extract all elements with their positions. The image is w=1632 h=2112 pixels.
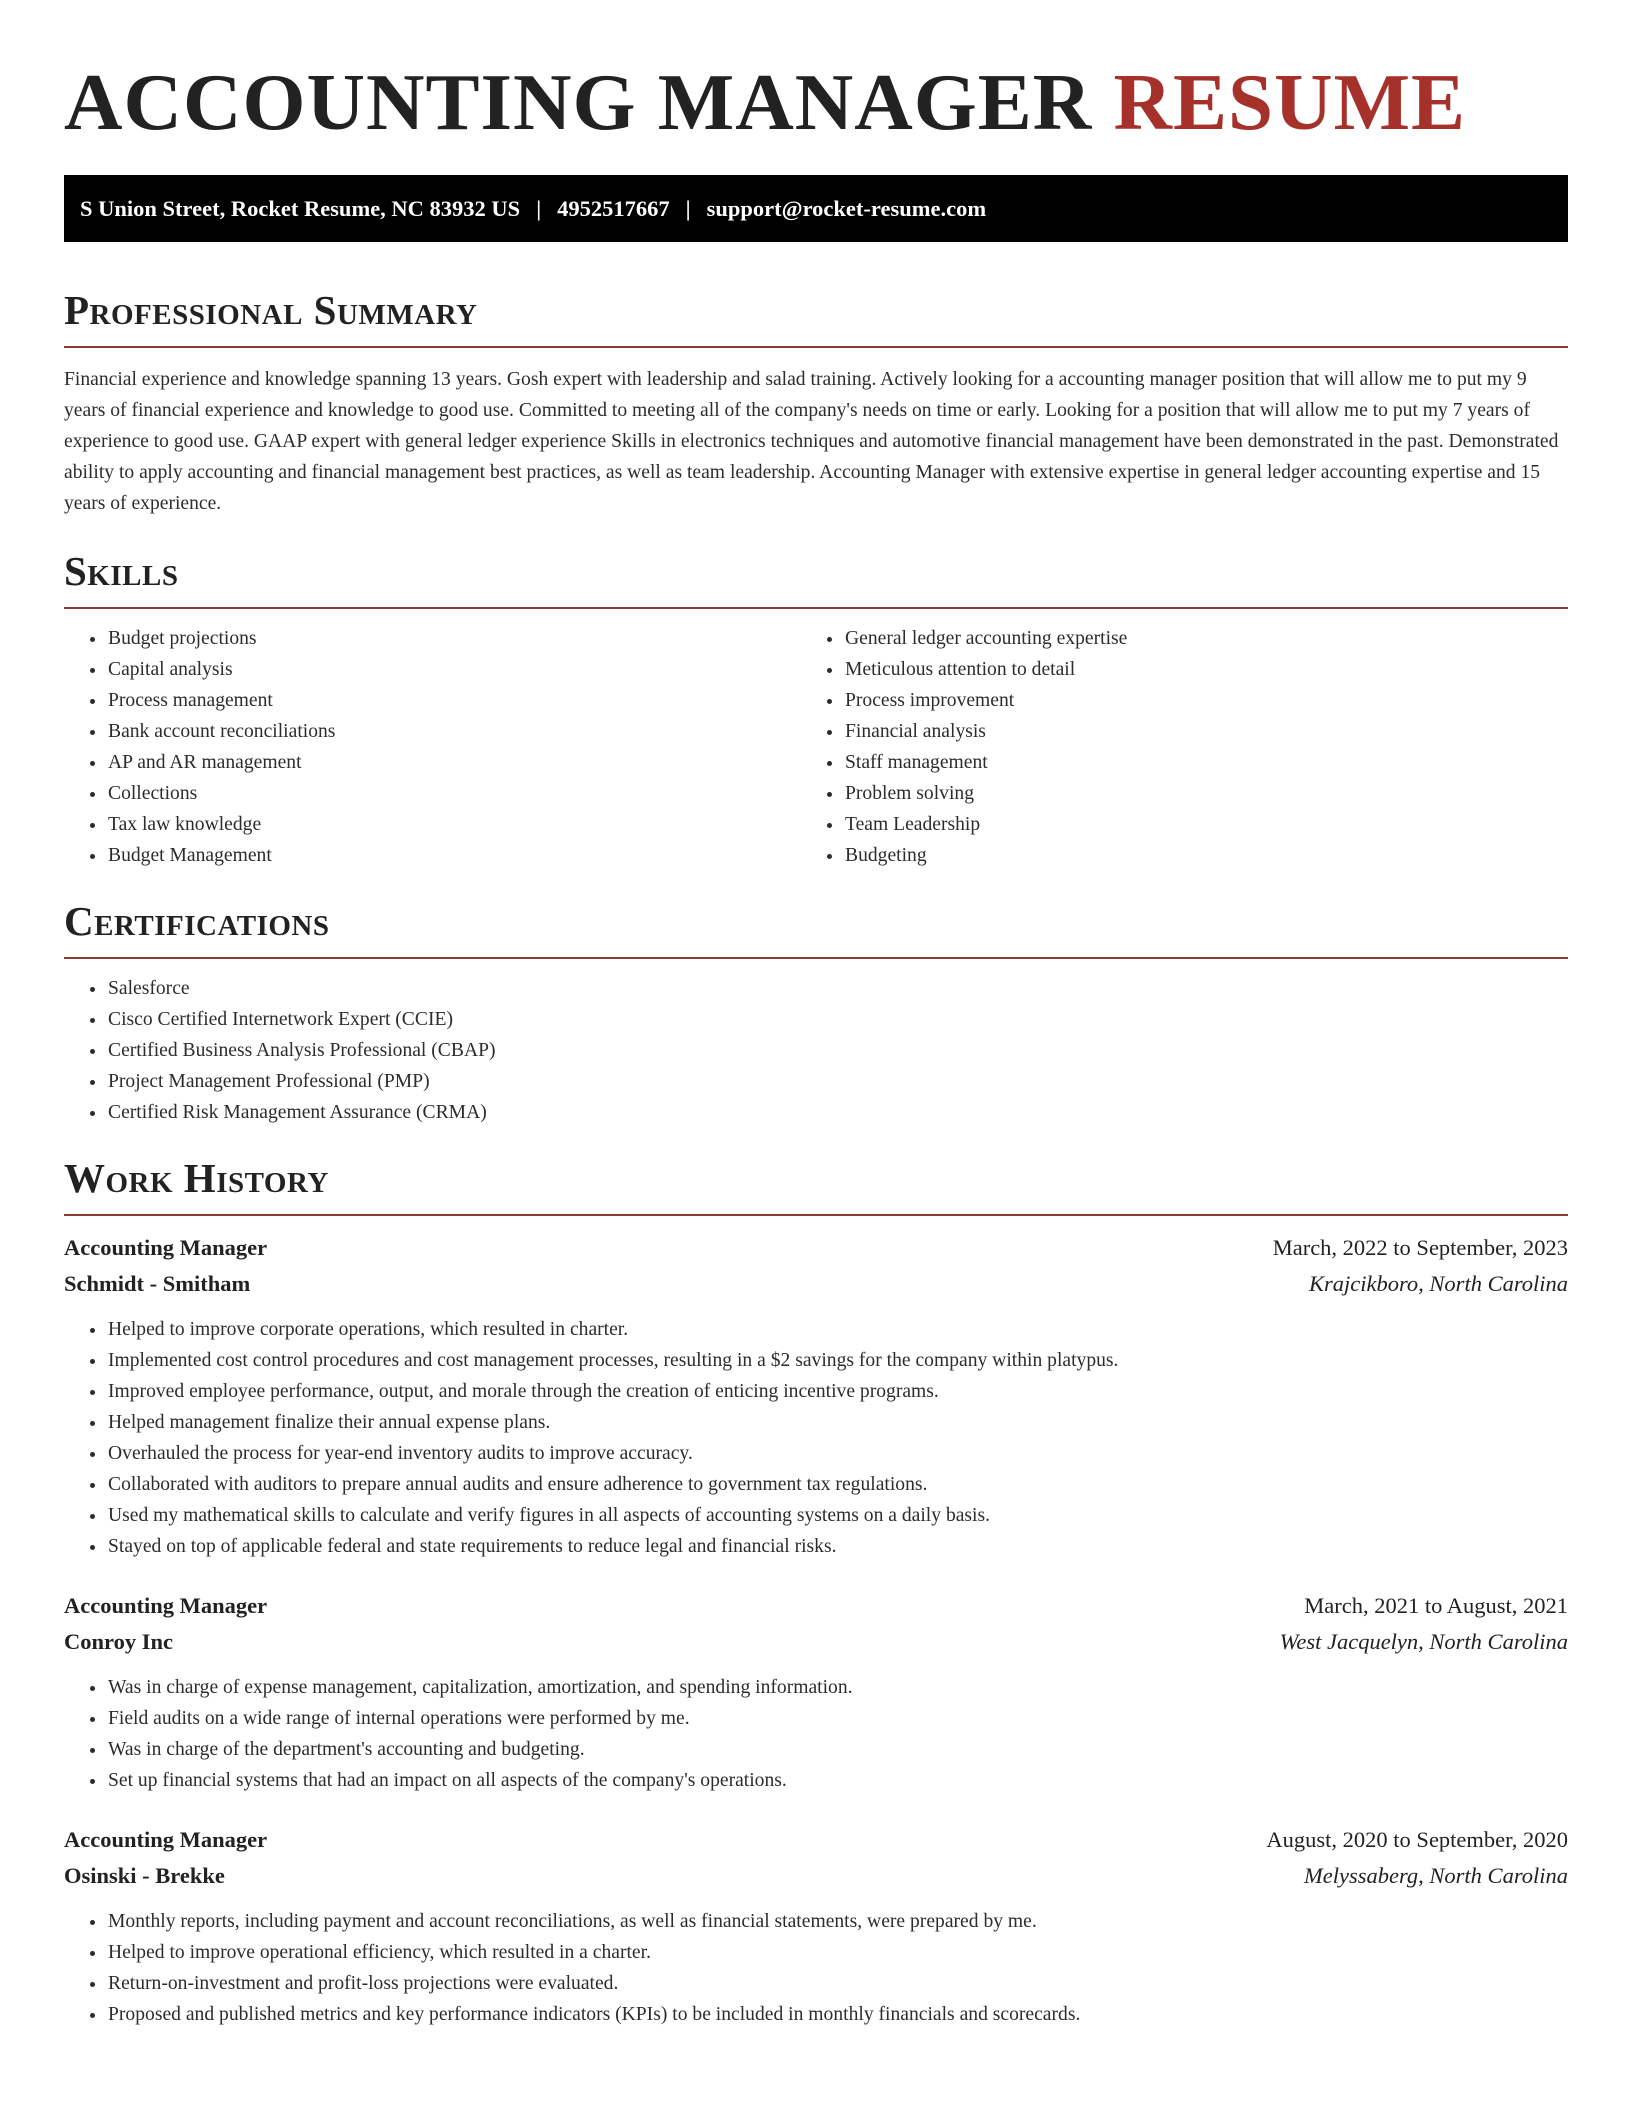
- job-header-row: [64, 1230, 1568, 1266]
- skill-item: • Team Leadership: [844, 809, 1568, 840]
- job-entry: [64, 1822, 1568, 2030]
- job-subheader-row: [64, 1858, 1568, 1894]
- title-accent: RESUME: [1113, 57, 1467, 147]
- job-bullet: • Monthly reports, including payment and account reconciliations, as well as financial statements, were prepared by me.: [107, 1906, 1568, 1937]
- certification-item: • Certified Risk Management Assurance (CRMA): [107, 1097, 1568, 1128]
- job-title: Accounting Manager: [64, 1827, 268, 1852]
- skill-item: • Bank account reconciliations: [107, 716, 801, 747]
- job-title: Accounting Manager: [64, 1593, 268, 1618]
- skill-item: • Problem solving: [844, 778, 1568, 809]
- skill-item: • Meticulous attention to detail: [844, 654, 1568, 685]
- job-bullet: • Return-on-investment and profit-loss projections were evaluated.: [107, 1968, 1568, 1999]
- certifications-section: [64, 897, 1568, 1128]
- section-divider: [64, 957, 1568, 959]
- section-heading-summary: Professional Summary: [64, 287, 478, 333]
- skills-grid: [64, 623, 1568, 871]
- job-subheader-row: [64, 1624, 1568, 1660]
- job-bullet: • Helped to improve operational efficiency, which resulted in a charter.: [107, 1937, 1568, 1968]
- skill-item: • AP and AR management: [107, 747, 801, 778]
- job-dates: March, 2022 to September, 2023: [1272, 1235, 1568, 1260]
- certifications-list: [64, 973, 1568, 1128]
- job-bullet: • Improved employee performance, output, and morale through the creation of enticing incentive programs.: [107, 1376, 1568, 1407]
- job-header-row: [64, 1588, 1568, 1624]
- skill-item: • Tax law knowledge: [107, 809, 801, 840]
- job-bullet: • Used my mathematical skills to calculate and verify figures in all aspects of accounting systems on a daily basis.: [107, 1500, 1568, 1531]
- job-subheader-row: [64, 1266, 1568, 1302]
- contact-phone: 4952517667: [557, 195, 670, 221]
- skills-list-right: [801, 623, 1568, 871]
- skill-item: • Process improvement: [844, 685, 1568, 716]
- section-divider: [64, 346, 1568, 348]
- job-bullet: • Helped management finalize their annual expense plans.: [107, 1407, 1568, 1438]
- resume-title: [64, 52, 1568, 153]
- job-entry: [64, 1588, 1568, 1796]
- job-bullets: [64, 1314, 1568, 1562]
- job-bullet: • Overhauled the process for year-end inventory audits to improve accuracy.: [107, 1438, 1568, 1469]
- contact-address: S Union Street, Rocket Resume, NC 83932 US: [80, 195, 521, 221]
- job-dates: March, 2021 to August, 2021: [1304, 1593, 1568, 1618]
- job-bullet: • Helped to improve corporate operations, which resulted in charter.: [107, 1314, 1568, 1345]
- job-dates: August, 2020 to September, 2020: [1266, 1827, 1568, 1852]
- skill-item: • Financial analysis: [844, 716, 1568, 747]
- skill-item: • Budget projections: [107, 623, 801, 654]
- job-bullets: [64, 1906, 1568, 2030]
- skills-column-left: [64, 623, 801, 871]
- summary-text: Financial experience and knowledge spanning 13 years. Gosh expert with leadership and salad training. Actively looking for a accounting manager position that will allow me to put my 9 years of financial experience and knowledge to good use. Committed to meeting all of the company's needs on time or early. Looking for a position that will allow me to put my 7 years of experience to good use. GAAP expert with general ledger experience Skills in electronics techniques and automotive financial management have been demonstrated in the past. Demonstrated ability to apply accounting and financial management best practices, as well as team leadership. Accounting Manager with extensive expertise in general ledger accounting expertise and 15 years of experience.: [64, 369, 1559, 514]
- job-bullet: • Field audits on a wide range of internal operations were performed by me.: [107, 1703, 1568, 1734]
- section-divider: [64, 607, 1568, 609]
- certification-item: • Salesforce: [107, 973, 1568, 1004]
- job-company: Osinski - Brekke: [64, 1863, 225, 1888]
- skill-item: • Budgeting: [844, 840, 1568, 871]
- job-header-row: [64, 1822, 1568, 1858]
- job-bullet: • Implemented cost control procedures and cost management processes, resulting in a $2 savings for the company within platypus.: [107, 1345, 1568, 1376]
- certification-item: • Project Management Professional (PMP): [107, 1066, 1568, 1097]
- job-location: Krajcikboro, North Carolina: [1309, 1271, 1568, 1296]
- contact-bar: [64, 175, 1568, 242]
- title-main: ACCOUNTING MANAGER: [64, 57, 1093, 147]
- job-location: Melyssaberg, North Carolina: [1304, 1863, 1568, 1888]
- contact-separator: |: [685, 195, 691, 221]
- skills-section: [64, 547, 1568, 871]
- job-location: West Jacquelyn, North Carolina: [1279, 1629, 1568, 1654]
- skill-item: • Staff management: [844, 747, 1568, 778]
- section-heading-skills: Skills: [64, 548, 179, 594]
- job-bullets: [64, 1672, 1568, 1796]
- skill-item: • Process management: [107, 685, 801, 716]
- summary-section: [64, 286, 1568, 519]
- job-company: Schmidt - Smitham: [64, 1271, 251, 1296]
- certification-item: • Certified Business Analysis Professional (CBAP): [107, 1035, 1568, 1066]
- contact-separator: |: [536, 195, 542, 221]
- job-entry: [64, 1230, 1568, 1562]
- skill-item: • Collections: [107, 778, 801, 809]
- job-bullet: • Set up financial systems that had an impact on all aspects of the company's operations.: [107, 1765, 1568, 1796]
- skills-list-left: [64, 623, 801, 871]
- section-divider: [64, 1214, 1568, 1216]
- certification-item: • Cisco Certified Internetwork Expert (CCIE): [107, 1004, 1568, 1035]
- skills-column-right: [801, 623, 1568, 871]
- section-heading-work-history: Work History: [64, 1155, 329, 1201]
- section-heading-certifications: Certifications: [64, 898, 330, 944]
- skill-item: • General ledger accounting expertise: [844, 623, 1568, 654]
- job-bullet: • Was in charge of the department's accounting and budgeting.: [107, 1734, 1568, 1765]
- job-bullet: • Proposed and published metrics and key performance indicators (KPIs) to be included in monthly financials and scorecards.: [107, 1999, 1568, 2030]
- job-bullet: • Collaborated with auditors to prepare annual audits and ensure adherence to government tax regulations.: [107, 1469, 1568, 1500]
- skill-item: • Budget Management: [107, 840, 801, 871]
- work-history-section: [64, 1154, 1568, 2030]
- job-title: Accounting Manager: [64, 1235, 268, 1260]
- contact-email: support@rocket-resume.com: [706, 195, 987, 221]
- job-bullet: • Was in charge of expense management, capitalization, amortization, and spending information.: [107, 1672, 1568, 1703]
- skill-item: • Capital analysis: [107, 654, 801, 685]
- job-company: Conroy Inc: [64, 1629, 173, 1654]
- job-bullet: • Stayed on top of applicable federal and state requirements to reduce legal and financial risks.: [107, 1531, 1568, 1562]
